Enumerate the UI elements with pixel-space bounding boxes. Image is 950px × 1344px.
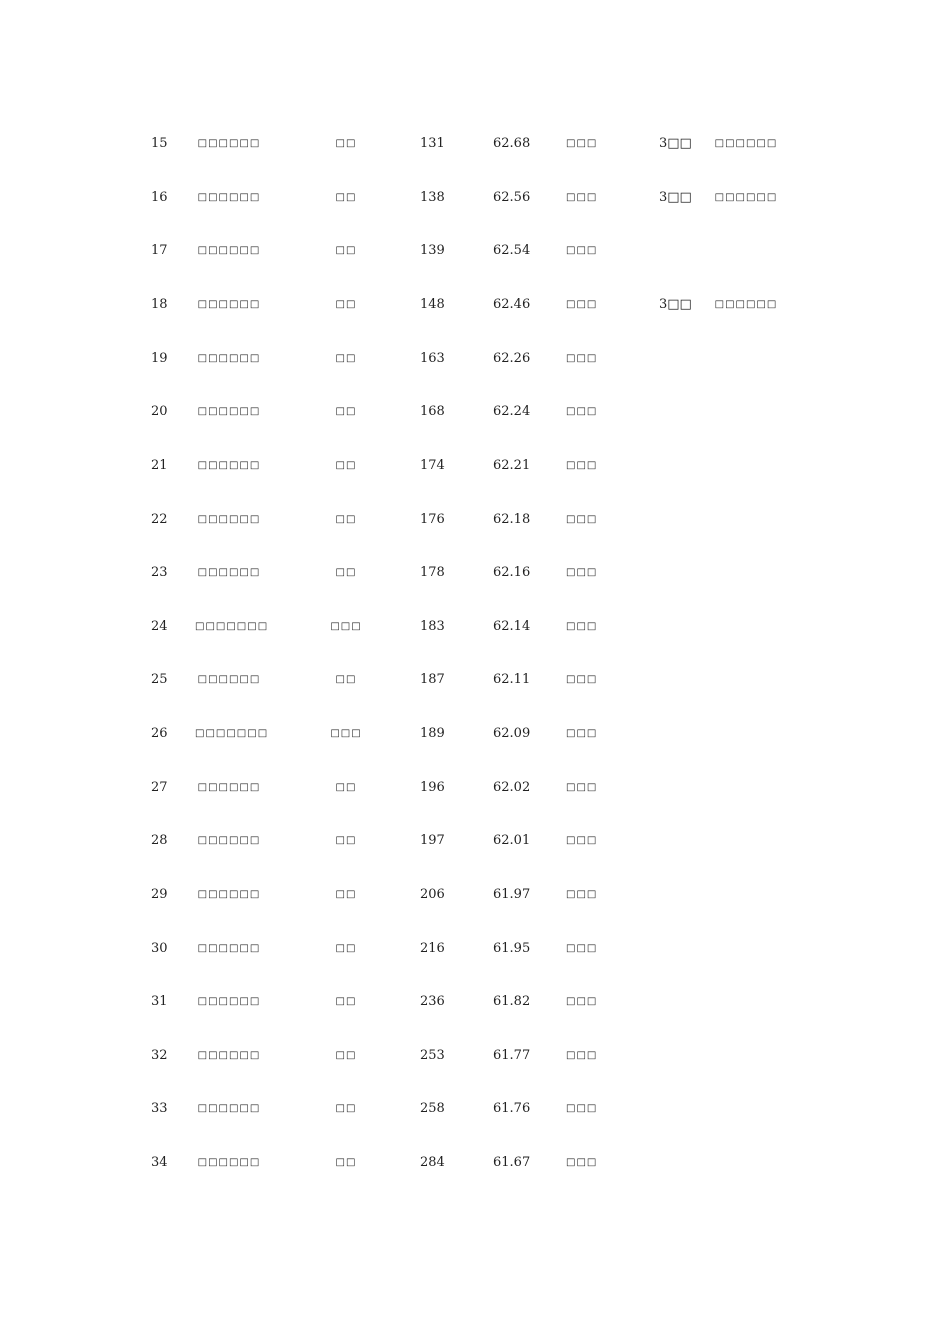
row-number: 22 — [151, 512, 168, 527]
row-score: 62.01 — [493, 833, 531, 848]
row-score: 62.26 — [493, 351, 531, 366]
table-row — [0, 724, 950, 744]
row-score: 61.77 — [493, 1048, 531, 1063]
row-rank: 168 — [420, 404, 445, 419]
row-level: □□□ — [566, 943, 598, 954]
row-number: 24 — [151, 619, 168, 634]
row-rank: 138 — [420, 190, 445, 205]
table-row — [0, 1153, 950, 1173]
table-row — [0, 939, 950, 959]
row-rank: 284 — [420, 1155, 445, 1170]
table-row — [0, 349, 950, 369]
row-score: 62.46 — [493, 297, 531, 312]
row-gender: □□ — [335, 406, 357, 417]
table-row — [0, 992, 950, 1012]
row-level: □□□ — [566, 728, 598, 739]
row-rank: 176 — [420, 512, 445, 527]
row-score: 61.95 — [493, 941, 531, 956]
table-row — [0, 617, 950, 637]
row-score: 62.09 — [493, 726, 531, 741]
table-row — [0, 402, 950, 422]
row-level: □□□ — [566, 674, 598, 685]
row-level: □□□ — [566, 782, 598, 793]
row-number: 27 — [151, 780, 168, 795]
row-rank: 148 — [420, 297, 445, 312]
row-name: □□□□□□ — [197, 299, 261, 310]
row-score: 62.02 — [493, 780, 531, 795]
row-score: 61.67 — [493, 1155, 531, 1170]
row-name: □□□□□□ — [197, 353, 261, 364]
row-number: 15 — [151, 136, 168, 151]
row-name: □□□□□□ — [197, 192, 261, 203]
row-rank: 178 — [420, 565, 445, 580]
row-name: □□□□□□ — [197, 567, 261, 578]
row-gender: □□ — [335, 353, 357, 364]
row-gender: □□ — [335, 943, 357, 954]
row-gender: □□ — [335, 514, 357, 525]
row-number: 30 — [151, 941, 168, 956]
row-level: □□□ — [566, 138, 598, 149]
row-gender: □□ — [335, 138, 357, 149]
row-level: □□□ — [566, 835, 598, 846]
row-gender: □□□ — [330, 728, 362, 739]
table-row — [0, 778, 950, 798]
row-number: 21 — [151, 458, 168, 473]
row-gender: □□ — [335, 1103, 357, 1114]
row-score: 62.18 — [493, 512, 531, 527]
row-number: 34 — [151, 1155, 168, 1170]
row-note: □□□□□□ — [714, 138, 778, 149]
row-score: 62.24 — [493, 404, 531, 419]
table-row — [0, 241, 950, 261]
table-row — [0, 885, 950, 905]
row-rank: 253 — [420, 1048, 445, 1063]
row-number: 26 — [151, 726, 168, 741]
table-row — [0, 134, 950, 154]
row-number: 29 — [151, 887, 168, 902]
row-score: 62.16 — [493, 565, 531, 580]
row-number: 31 — [151, 994, 168, 1009]
table-row — [0, 831, 950, 851]
row-gender: □□ — [335, 889, 357, 900]
row-number: 16 — [151, 190, 168, 205]
table-row — [0, 188, 950, 208]
row-gender: □□ — [335, 1050, 357, 1061]
row-name: □□□□□□□ — [195, 621, 269, 632]
table-row — [0, 1046, 950, 1066]
row-level: □□□ — [566, 889, 598, 900]
row-score: 62.11 — [493, 672, 531, 687]
row-rank: 206 — [420, 887, 445, 902]
row-score: 62.54 — [493, 243, 531, 258]
row-gender: □□□ — [330, 621, 362, 632]
row-level: □□□ — [566, 567, 598, 578]
row-gender: □□ — [335, 245, 357, 256]
row-name: □□□□□□ — [197, 406, 261, 417]
row-level: □□□ — [566, 192, 598, 203]
row-extra: 3□□ — [659, 190, 692, 205]
row-gender: □□ — [335, 835, 357, 846]
row-name: □□□□□□ — [197, 1050, 261, 1061]
table-row — [0, 563, 950, 583]
row-gender: □□ — [335, 782, 357, 793]
row-level: □□□ — [566, 996, 598, 1007]
row-name: □□□□□□□ — [195, 728, 269, 739]
row-number: 17 — [151, 243, 168, 258]
row-score: 62.56 — [493, 190, 531, 205]
row-name: □□□□□□ — [197, 460, 261, 471]
row-name: □□□□□□ — [197, 835, 261, 846]
row-name: □□□□□□ — [197, 1157, 261, 1168]
row-rank: 258 — [420, 1101, 445, 1116]
row-gender: □□ — [335, 1157, 357, 1168]
row-rank: 197 — [420, 833, 445, 848]
row-name: □□□□□□ — [197, 245, 261, 256]
row-extra: 3□□ — [659, 297, 692, 312]
row-number: 28 — [151, 833, 168, 848]
table-row — [0, 295, 950, 315]
row-level: □□□ — [566, 406, 598, 417]
row-note: □□□□□□ — [714, 192, 778, 203]
row-number: 18 — [151, 297, 168, 312]
row-number: 32 — [151, 1048, 168, 1063]
row-score: 61.97 — [493, 887, 531, 902]
row-extra: 3□□ — [659, 136, 692, 151]
row-rank: 236 — [420, 994, 445, 1009]
row-rank: 131 — [420, 136, 445, 151]
row-level: □□□ — [566, 621, 598, 632]
row-number: 20 — [151, 404, 168, 419]
row-rank: 183 — [420, 619, 445, 634]
row-rank: 196 — [420, 780, 445, 795]
row-level: □□□ — [566, 299, 598, 310]
row-rank: 163 — [420, 351, 445, 366]
row-rank: 139 — [420, 243, 445, 258]
row-number: 19 — [151, 351, 168, 366]
row-gender: □□ — [335, 674, 357, 685]
row-level: □□□ — [566, 1050, 598, 1061]
row-gender: □□ — [335, 996, 357, 1007]
table-row — [0, 670, 950, 690]
table-row — [0, 456, 950, 476]
row-name: □□□□□□ — [197, 889, 261, 900]
row-rank: 216 — [420, 941, 445, 956]
row-level: □□□ — [566, 353, 598, 364]
row-score: 62.21 — [493, 458, 531, 473]
row-number: 33 — [151, 1101, 168, 1116]
row-level: □□□ — [566, 1157, 598, 1168]
row-level: □□□ — [566, 1103, 598, 1114]
row-note: □□□□□□ — [714, 299, 778, 310]
row-gender: □□ — [335, 460, 357, 471]
row-name: □□□□□□ — [197, 996, 261, 1007]
row-name: □□□□□□ — [197, 943, 261, 954]
row-gender: □□ — [335, 299, 357, 310]
row-number: 25 — [151, 672, 168, 687]
table-row — [0, 510, 950, 530]
row-name: □□□□□□ — [197, 138, 261, 149]
row-gender: □□ — [335, 567, 357, 578]
row-gender: □□ — [335, 192, 357, 203]
row-score: 61.82 — [493, 994, 531, 1009]
row-name: □□□□□□ — [197, 1103, 261, 1114]
row-number: 23 — [151, 565, 168, 580]
row-score: 62.68 — [493, 136, 531, 151]
row-score: 61.76 — [493, 1101, 531, 1116]
table-row — [0, 1099, 950, 1119]
row-score: 62.14 — [493, 619, 531, 634]
row-rank: 189 — [420, 726, 445, 741]
row-level: □□□ — [566, 514, 598, 525]
row-name: □□□□□□ — [197, 514, 261, 525]
row-level: □□□ — [566, 245, 598, 256]
row-rank: 174 — [420, 458, 445, 473]
row-name: □□□□□□ — [197, 674, 261, 685]
row-name: □□□□□□ — [197, 782, 261, 793]
row-rank: 187 — [420, 672, 445, 687]
row-level: □□□ — [566, 460, 598, 471]
